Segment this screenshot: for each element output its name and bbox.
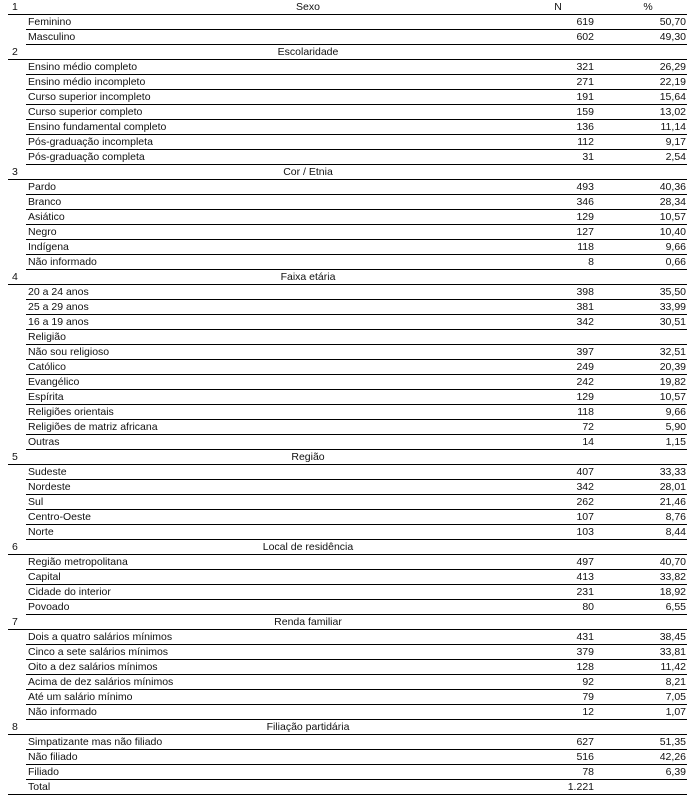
- table-row: [8, 435, 687, 450]
- section-title: Faixa etária: [280, 271, 336, 283]
- row-label: 25 a 29 anos: [28, 301, 89, 313]
- table-row: [8, 210, 687, 225]
- row-count: 271: [576, 76, 594, 88]
- row-count: 398: [576, 286, 594, 298]
- section-number: 3: [12, 166, 18, 178]
- row-label: Filiado: [28, 766, 59, 778]
- row-percent: 8,21: [665, 676, 686, 688]
- row-percent: 28,01: [659, 481, 686, 493]
- total-row: [8, 780, 687, 795]
- table-row: [8, 135, 687, 150]
- table-row: [8, 105, 687, 120]
- row-label: Religiões de matriz africana: [28, 421, 158, 433]
- row-label: Sul: [28, 496, 44, 508]
- table-row: [8, 390, 687, 405]
- row-percent: 0,66: [665, 256, 686, 268]
- row-percent: 50,70: [659, 16, 686, 28]
- table-row: [8, 630, 687, 645]
- demographics-table: [8, 0, 687, 795]
- row-count: 92: [582, 676, 594, 688]
- row-label: Simpatizante mas não filiado: [28, 736, 163, 748]
- table-row: [8, 675, 687, 690]
- section-title: Local de residência: [262, 541, 354, 553]
- n-column-header: N: [554, 1, 562, 13]
- row-count: 379: [576, 646, 594, 658]
- row-percent: 33,33: [659, 466, 686, 478]
- row-percent: 42,26: [659, 751, 686, 763]
- table-row: [8, 570, 687, 585]
- row-count: 79: [582, 691, 594, 703]
- row-label: Ensino médio incompleto: [28, 76, 146, 88]
- section-header-row: [8, 540, 687, 555]
- row-label: Religiões orientais: [28, 406, 114, 418]
- total-label: Total: [28, 781, 51, 793]
- section-number: 6: [12, 541, 18, 553]
- row-percent: 1,07: [665, 706, 686, 718]
- section-header-row: [8, 615, 687, 630]
- row-count: 397: [576, 346, 594, 358]
- row-percent: 38,45: [659, 631, 686, 643]
- row-count: 159: [576, 106, 594, 118]
- row-percent: 2,54: [665, 151, 686, 163]
- row-count: 516: [576, 751, 594, 763]
- table-row: [8, 30, 687, 45]
- row-label: Branco: [28, 196, 62, 208]
- row-percent: 8,76: [665, 511, 686, 523]
- row-count: 413: [576, 571, 594, 583]
- row-count: 497: [576, 556, 594, 568]
- row-label: Sudeste: [28, 466, 67, 478]
- section-header-row: [8, 165, 687, 180]
- row-label: Indígena: [28, 241, 69, 253]
- row-count: 191: [576, 91, 594, 103]
- section-title: Filiação partidária: [266, 721, 350, 733]
- row-label: Norte: [28, 526, 54, 538]
- table-row: [8, 345, 687, 360]
- section-header-row: [8, 45, 687, 60]
- row-percent: 1,15: [665, 436, 686, 448]
- table-row: [8, 660, 687, 675]
- row-percent: 9,17: [665, 136, 686, 148]
- row-label: Cinco a sete salários mínimos: [28, 646, 169, 658]
- row-label: Asiático: [28, 211, 65, 223]
- row-percent: 10,40: [659, 226, 686, 238]
- table-row: [8, 15, 687, 30]
- row-percent: 15,64: [659, 91, 686, 103]
- section-number: 8: [12, 721, 18, 733]
- section-header-row: [8, 0, 687, 15]
- table-row: [8, 195, 687, 210]
- row-count: 602: [576, 31, 594, 43]
- section-title: Cor / Etnia: [283, 166, 333, 178]
- row-label: Pardo: [28, 181, 57, 193]
- row-count: 127: [576, 226, 594, 238]
- row-count: 342: [576, 316, 594, 328]
- row-label: Feminino: [28, 16, 72, 28]
- row-count: 103: [576, 526, 594, 538]
- row-percent: 49,30: [659, 31, 686, 43]
- row-count: 407: [576, 466, 594, 478]
- row-percent: 11,14: [660, 121, 686, 133]
- section-title: Escolaridade: [277, 46, 339, 58]
- section-header-row: [8, 270, 687, 285]
- row-percent: 28,34: [659, 196, 686, 208]
- row-percent: 18,92: [659, 586, 686, 598]
- table-row: [8, 285, 687, 300]
- table-row: [8, 690, 687, 705]
- row-count: 12: [582, 706, 594, 718]
- table-row: [8, 120, 687, 135]
- row-count: 129: [576, 211, 594, 223]
- row-label: Masculino: [28, 31, 76, 43]
- row-label: Não informado: [28, 706, 97, 718]
- row-count: 493: [576, 181, 594, 193]
- table-row: [8, 240, 687, 255]
- row-percent: 19,82: [659, 376, 686, 388]
- row-count: 242: [576, 376, 594, 388]
- bottom-rule: [8, 794, 687, 795]
- row-label: Pós-graduação incompleta: [28, 136, 153, 148]
- row-label: Espírita: [28, 391, 64, 403]
- row-count: 346: [576, 196, 594, 208]
- row-percent: 40,70: [659, 556, 686, 568]
- table-row: [8, 300, 687, 315]
- table-row: [8, 525, 687, 540]
- table-row: [8, 375, 687, 390]
- row-percent: 10,57: [659, 211, 686, 223]
- row-percent: 7,05: [665, 691, 686, 703]
- row-percent: 20,39: [659, 361, 686, 373]
- table-row: [8, 585, 687, 600]
- row-count: 112: [577, 136, 594, 148]
- table-row: [8, 150, 687, 165]
- row-label: Outras: [28, 436, 60, 448]
- row-label: Nordeste: [28, 481, 71, 493]
- row-count: 231: [576, 586, 594, 598]
- row-count: 118: [577, 241, 594, 253]
- section-number: 2: [12, 46, 18, 58]
- row-count: 136: [576, 121, 594, 133]
- row-label: Capital: [28, 571, 61, 583]
- row-label: Oito a dez salários mínimos: [28, 661, 158, 673]
- total-count: 1.221: [567, 781, 594, 793]
- table-row: [8, 645, 687, 660]
- table-row: [8, 180, 687, 195]
- table-row: [8, 60, 687, 75]
- section-header-row: [8, 450, 687, 465]
- row-percent: 13,02: [659, 106, 686, 118]
- row-percent: 6,39: [665, 766, 686, 778]
- row-label: Região metropolitana: [28, 556, 128, 568]
- section-title: Região: [291, 451, 325, 463]
- row-count: 321: [576, 61, 594, 73]
- table-row: [8, 735, 687, 750]
- row-percent: 35,50: [659, 286, 686, 298]
- table-row: [8, 360, 687, 375]
- row-percent: 21,46: [659, 496, 686, 508]
- table-row: [8, 510, 687, 525]
- row-label: Ensino médio completo: [28, 61, 138, 73]
- row-count: 262: [576, 496, 594, 508]
- row-count: 431: [576, 631, 594, 643]
- row-count: 619: [576, 16, 594, 28]
- table-row: [8, 315, 687, 330]
- row-percent: 11,42: [660, 661, 686, 673]
- row-percent: 8,44: [665, 526, 686, 538]
- row-count: 80: [582, 601, 594, 613]
- row-count: 72: [582, 421, 594, 433]
- row-label: Evangélico: [28, 376, 80, 388]
- row-label: Não sou religioso: [28, 346, 110, 358]
- row-count: 31: [582, 151, 594, 163]
- row-percent: 51,35: [659, 736, 686, 748]
- table-row: [8, 480, 687, 495]
- row-count: 128: [576, 661, 594, 673]
- row-label: Curso superior completo: [28, 106, 143, 118]
- row-label: Ensino fundamental completo: [28, 121, 167, 133]
- row-percent: 5,90: [665, 421, 686, 433]
- row-label: 20 a 24 anos: [28, 286, 89, 298]
- row-count: 342: [576, 481, 594, 493]
- row-label: Povoado: [28, 601, 70, 613]
- row-percent: 9,66: [665, 241, 686, 253]
- row-count: 107: [576, 511, 594, 523]
- row-count: 8: [588, 256, 594, 268]
- row-percent: 33,99: [659, 301, 686, 313]
- row-percent: 40,36: [659, 181, 686, 193]
- row-count: 249: [576, 361, 594, 373]
- row-percent: 32,51: [659, 346, 686, 358]
- row-percent: 33,82: [659, 571, 686, 583]
- row-count: 14: [582, 436, 594, 448]
- row-percent: 22,19: [659, 76, 686, 88]
- section-title: Renda familiar: [274, 616, 342, 628]
- row-label: Pós-graduação completa: [28, 151, 145, 163]
- row-count: 129: [576, 391, 594, 403]
- row-label: Negro: [28, 226, 57, 238]
- row-percent: 26,29: [659, 61, 686, 73]
- row-label: Até um salário mínimo: [28, 691, 133, 703]
- row-percent: 10,57: [659, 391, 686, 403]
- table-row: [8, 420, 687, 435]
- row-percent: 6,55: [665, 601, 686, 613]
- row-percent: 30,51: [659, 316, 686, 328]
- section-header-row: [8, 720, 687, 735]
- row-count: 118: [577, 406, 594, 418]
- row-label: Acima de dez salários mínimos: [28, 676, 174, 688]
- row-label: Dois a quatro salários mínimos: [28, 631, 173, 643]
- table-row: [8, 225, 687, 240]
- table-row: [8, 465, 687, 480]
- row-percent: 9,66: [665, 406, 686, 418]
- row-label: Não filiado: [28, 751, 78, 763]
- section-number: 1: [12, 1, 18, 13]
- table-row: [8, 750, 687, 765]
- section-header-row: [8, 330, 687, 345]
- table-row: [8, 555, 687, 570]
- row-label: Não informado: [28, 256, 97, 268]
- row-count: 78: [582, 766, 594, 778]
- row-label: Centro-Oeste: [28, 511, 92, 523]
- row-label: Curso superior incompleto: [28, 91, 151, 103]
- percent-column-header: %: [643, 1, 653, 13]
- table-row: [8, 600, 687, 615]
- row-percent: 33,81: [659, 646, 686, 658]
- row-label: Católico: [28, 361, 66, 373]
- section-number: 7: [12, 616, 18, 628]
- section-number: 5: [12, 451, 18, 463]
- table-row: [8, 405, 687, 420]
- section-title: Sexo: [296, 1, 320, 13]
- table-row: [8, 255, 687, 270]
- table-row: [8, 705, 687, 720]
- row-label: 16 a 19 anos: [28, 316, 89, 328]
- row-label: Cidade do interior: [28, 586, 111, 598]
- section-number: 4: [12, 271, 18, 283]
- table-row: [8, 90, 687, 105]
- row-count: 627: [576, 736, 594, 748]
- table-row: [8, 495, 687, 510]
- section-title: Religião: [28, 331, 66, 343]
- table-row: [8, 765, 687, 780]
- table-row: [8, 75, 687, 90]
- row-count: 381: [576, 301, 594, 313]
